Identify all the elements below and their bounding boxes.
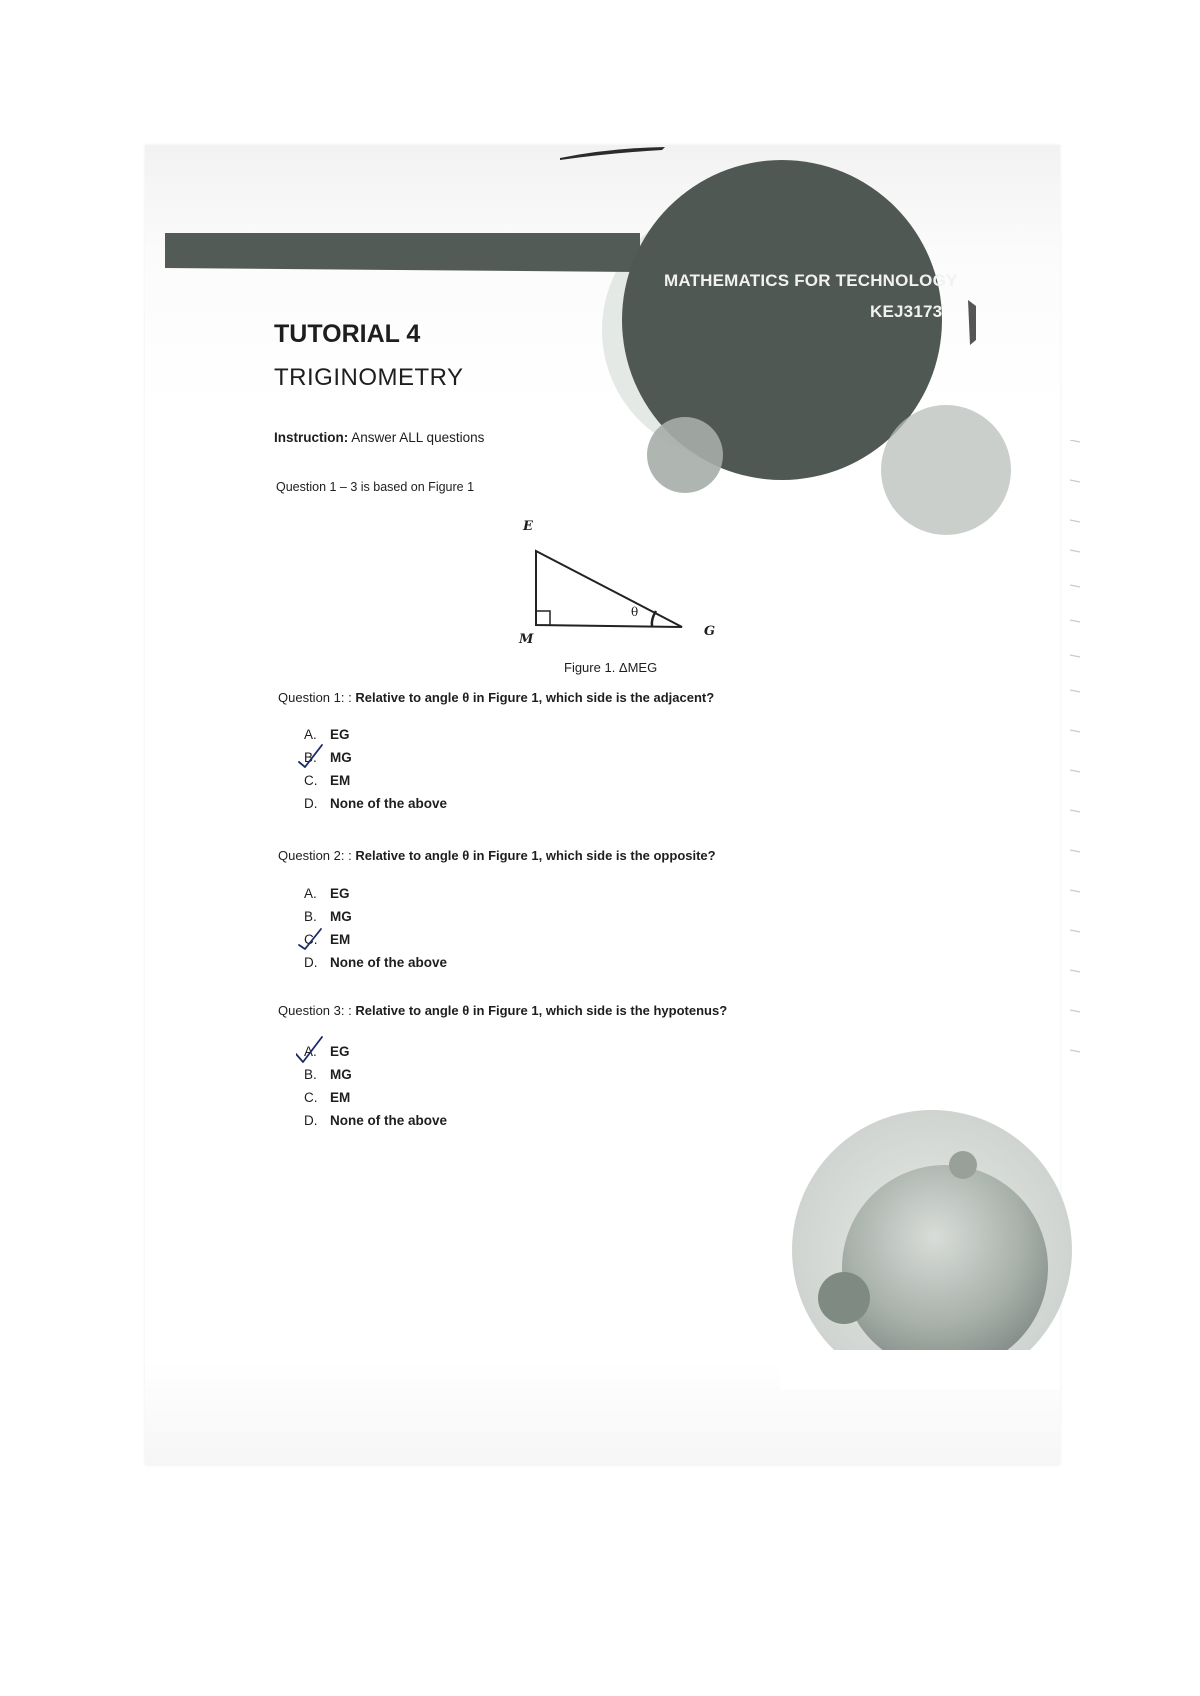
- option-letter: B.: [304, 750, 317, 765]
- option-letter: B.: [304, 1067, 317, 1082]
- question-1-text: Relative to angle θ in Figure 1, which side is the adjacent?: [355, 690, 715, 705]
- q2-option-d[interactable]: [304, 951, 447, 974]
- instruction: [274, 430, 484, 445]
- option-text: EM: [330, 1090, 351, 1105]
- q2-option-a[interactable]: [304, 882, 447, 905]
- instruction-text: Answer ALL questions: [351, 430, 485, 445]
- option-letter: C.: [304, 1090, 318, 1105]
- vertex-label-e: E: [523, 519, 533, 534]
- q2-option-b[interactable]: [304, 905, 447, 928]
- q3-option-a[interactable]: [304, 1040, 447, 1063]
- question-3-options: [304, 1040, 447, 1132]
- angle-theta-label: θ: [631, 605, 639, 619]
- question-1: [278, 690, 714, 705]
- figure-caption: Figure 1. ΔMEG: [564, 660, 658, 675]
- right-angle-marker: [536, 611, 550, 625]
- q2-option-c[interactable]: [304, 928, 447, 951]
- question-2-text: Relative to angle θ in Figure 1, which side is the opposite?: [355, 848, 716, 863]
- q3-option-d[interactable]: [304, 1109, 447, 1132]
- option-text: None of the above: [330, 955, 448, 970]
- question-1-options: [304, 723, 447, 815]
- q3-option-c[interactable]: [304, 1086, 447, 1109]
- q1-option-c[interactable]: [304, 769, 447, 792]
- question-1-number: Question 1: :: [278, 690, 352, 705]
- vertex-label-m: M: [519, 632, 534, 647]
- q1-option-a[interactable]: [304, 723, 447, 746]
- header-banner-bar: [165, 233, 640, 272]
- option-text: None of the above: [330, 796, 448, 811]
- option-letter: D.: [304, 796, 318, 811]
- vertex-label-g: G: [704, 624, 716, 639]
- option-text: EG: [330, 1044, 350, 1059]
- footer-small-circle: [818, 1272, 870, 1324]
- footer-tiny-circle: [949, 1151, 977, 1179]
- option-letter: C.: [304, 932, 318, 947]
- question-2: [278, 848, 716, 863]
- option-text: MG: [330, 1067, 352, 1082]
- footer-crop-mask: [780, 1350, 1060, 1390]
- figure-1-triangle: [510, 515, 720, 655]
- question-2-options: [304, 882, 447, 974]
- footer-main-circle: [842, 1165, 1048, 1371]
- option-letter: A.: [304, 727, 317, 742]
- question-3-text: Relative to angle θ in Figure 1, which side is the hypotenus?: [355, 1003, 728, 1018]
- question-3: [278, 1003, 727, 1018]
- q3-option-b[interactable]: [304, 1063, 447, 1086]
- figure-intro: Question 1 – 3 is based on Figure 1: [276, 480, 475, 494]
- option-text: MG: [330, 750, 352, 765]
- option-letter: B.: [304, 909, 317, 924]
- header-small-circle-left: [647, 417, 723, 493]
- tutorial-title: TUTORIAL 4: [274, 320, 421, 348]
- option-text: None of the above: [330, 1113, 448, 1128]
- option-text: MG: [330, 909, 352, 924]
- edge-scan-marks: [1068, 440, 1082, 1200]
- question-3-number: Question 3: :: [278, 1003, 352, 1018]
- option-letter: D.: [304, 955, 318, 970]
- q1-option-b[interactable]: [304, 746, 447, 769]
- option-letter: D.: [304, 1113, 318, 1128]
- option-letter: A.: [304, 886, 317, 901]
- instruction-label: Instruction:: [274, 430, 349, 445]
- option-text: EM: [330, 932, 351, 947]
- q1-option-d[interactable]: [304, 792, 447, 815]
- triangle-outline: [536, 551, 682, 627]
- scan-smudge: [560, 147, 665, 160]
- course-title: MATHEMATICS FOR TECHNOLOGY: [664, 271, 958, 290]
- option-text: EG: [330, 727, 350, 742]
- option-letter: A.: [304, 1044, 317, 1059]
- course-code: KEJ3173: [870, 302, 943, 321]
- option-text: EM: [330, 773, 351, 788]
- tutorial-subtitle: TRIGINOMETRY: [274, 364, 464, 391]
- header-small-circle-right: [881, 405, 1011, 535]
- option-letter: C.: [304, 773, 318, 788]
- question-2-number: Question 2: :: [278, 848, 352, 863]
- edge-marker: [968, 300, 976, 345]
- angle-arc: [652, 611, 656, 626]
- option-text: EG: [330, 886, 350, 901]
